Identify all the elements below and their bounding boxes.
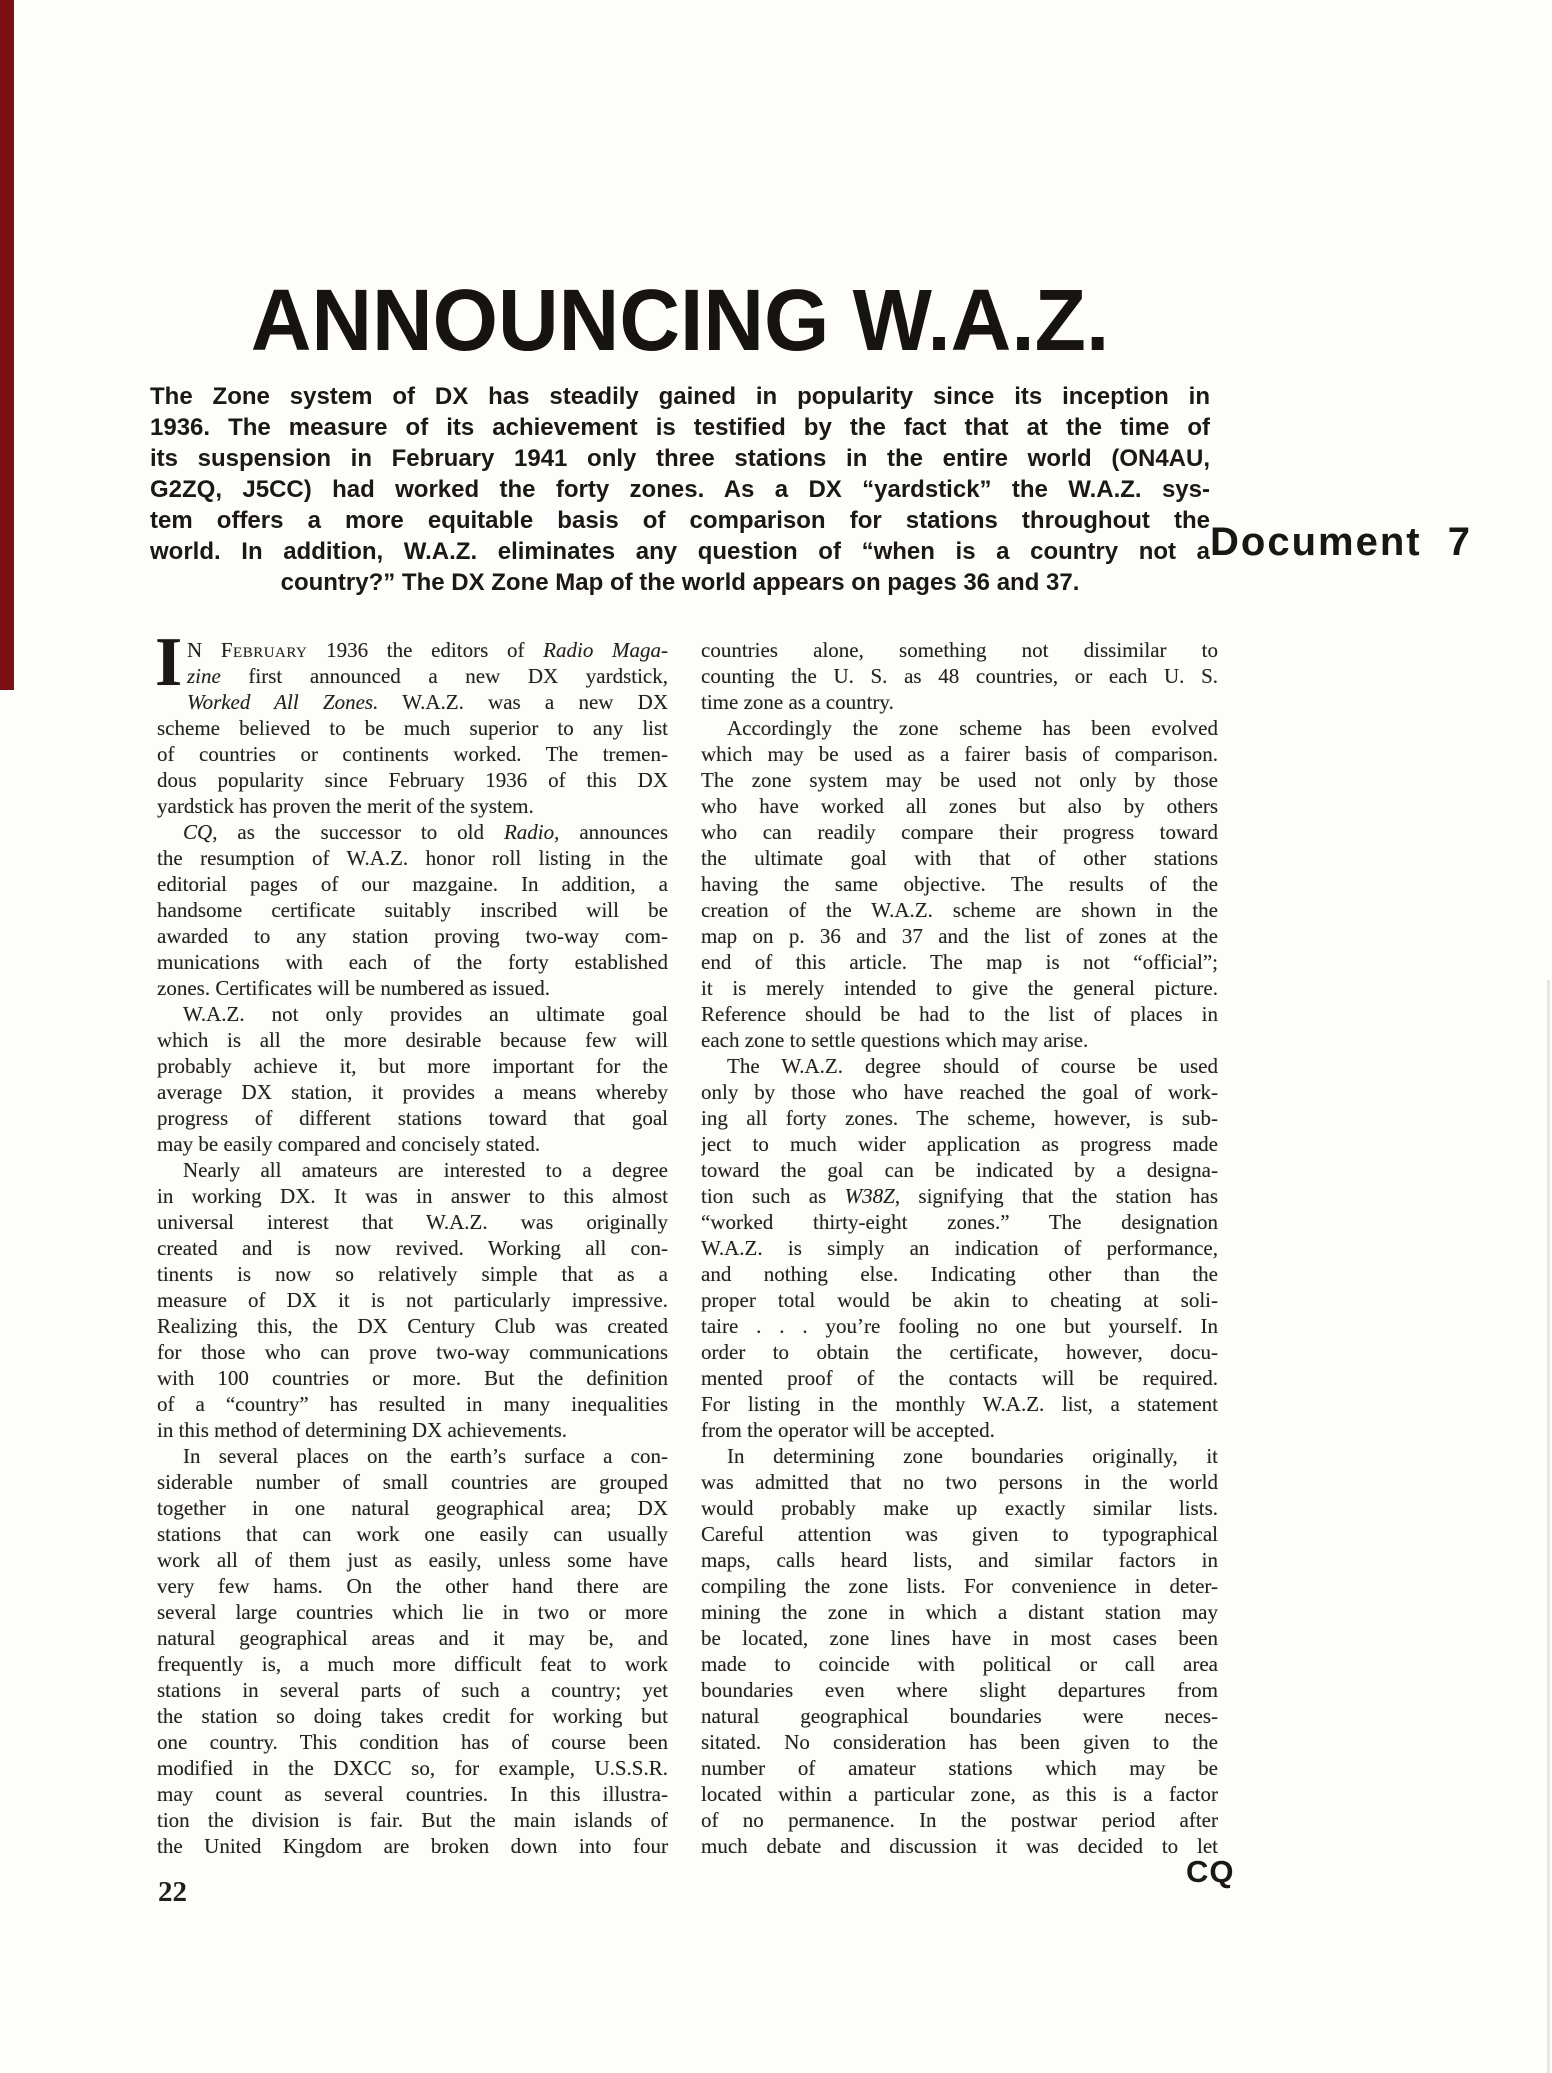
text-line: from the operator will be accepted.: [701, 1418, 995, 1442]
text-line: stations that can work one easily can usually: [157, 1522, 668, 1546]
text-line: tinents is now so relatively simple that as a: [157, 1262, 668, 1286]
text-line: frequently is, a much more difficult feat to work: [157, 1652, 668, 1676]
text-line: with 100 countries or more. But the definition: [157, 1366, 668, 1390]
text-line: would probably make up exactly similar lists.: [701, 1496, 1218, 1520]
text-line: Accordingly the zone scheme has been evolved: [727, 716, 1218, 740]
intro-line: world. In addition, W.A.Z. eliminates any question of “when is a country not a: [150, 538, 1210, 565]
text-line: located within a particular zone, as this is a factor: [701, 1782, 1218, 1806]
page-edge-shadow: [1547, 980, 1550, 2073]
text-line: W.A.Z. is simply an indication of performance,: [701, 1236, 1218, 1260]
article-title: ANNOUNCING W.A.Z.: [250, 271, 1110, 369]
text-line: N February 1936 the editors of Radio Maga-: [187, 638, 668, 662]
text-line: The zone system may be used not only by those: [701, 768, 1218, 792]
text-line: maps, calls heard lists, and similar factors in: [701, 1548, 1218, 1572]
text-line: one country. This condition has of course been: [157, 1730, 668, 1754]
text-line: several large countries which lie in two or more: [157, 1600, 668, 1624]
intro-line: G2ZQ, J5CC) had worked the forty zones. As a DX “yardstick” the W.A.Z. sys-: [150, 476, 1210, 503]
body-column-right: [701, 637, 1218, 1859]
text-line: it is merely intended to give the general picture.: [701, 976, 1218, 1000]
text-line: in working DX. It was in answer to this almost: [157, 1184, 668, 1208]
text-line: scheme believed to be much superior to any list: [157, 716, 668, 740]
binding-stripe: [0, 0, 14, 690]
intro-line: The Zone system of DX has steadily gained in popularity since its inception in: [150, 383, 1210, 410]
text-line: in this method of determining DX achievements.: [157, 1418, 567, 1442]
intro-line: country?” The DX Zone Map of the world appears on pages 36 and 37.: [280, 569, 1080, 596]
text-line: countries alone, something not dissimilar to: [701, 638, 1218, 662]
text-line: For listing in the monthly W.A.Z. list, a statement: [701, 1392, 1218, 1416]
text-line: tion such as W38Z, signifying that the station has: [701, 1184, 1218, 1208]
text-line: CQ, as the successor to old Radio, announces: [183, 820, 668, 844]
text-line: time zone as a country.: [701, 690, 894, 714]
text-line: proper total would be akin to cheating at soli-: [701, 1288, 1218, 1312]
text-line: W.A.Z. not only provides an ultimate goal: [183, 1002, 668, 1026]
text-line: munications with each of the forty established: [157, 950, 668, 974]
intro-line: tem offers a more equitable basis of comparison for stations throughout the: [150, 507, 1210, 534]
text-line: the ultimate goal with that of other stations: [701, 846, 1218, 870]
text-line: probably achieve it, but more important for the: [157, 1054, 668, 1078]
text-line: creation of the W.A.Z. scheme are shown in the: [701, 898, 1218, 922]
text-line: The W.A.Z. degree should of course be used: [727, 1054, 1218, 1078]
magazine-logo: CQ: [1186, 1854, 1235, 1889]
text-line: zones. Certificates will be numbered as issued.: [157, 976, 551, 1000]
text-line: which is all the more desirable because few will: [157, 1028, 668, 1052]
text-line: number of amateur stations which may be: [701, 1756, 1218, 1780]
text-line: Reference should be had to the list of places in: [701, 1002, 1218, 1026]
text-line: boundaries even where slight departures from: [701, 1678, 1218, 1702]
text-line: made to coincide with political or call area: [701, 1652, 1218, 1676]
text-line: only by those who have reached the goal of work-: [701, 1080, 1218, 1104]
text-line: may be easily compared and concisely stated.: [157, 1132, 541, 1156]
drop-cap: I: [155, 624, 183, 701]
text-line: tion the division is fair. But the main islands of: [157, 1808, 668, 1832]
text-line: end of this article. The map is not “official”;: [701, 950, 1218, 974]
text-line: very few hams. On the other hand there are: [157, 1574, 668, 1598]
text-line: of no permanence. In the postwar period after: [701, 1808, 1218, 1832]
text-line: of a “country” has resulted in many inequalities: [157, 1392, 668, 1416]
text-line: zine first announced a new DX yardstick,: [187, 664, 668, 688]
text-line: siderable number of small countries are grouped: [157, 1470, 668, 1494]
intro-line: 1936. The measure of its achievement is testified by the fact that at the time of: [150, 414, 1210, 441]
text-line: for those who can prove two-way communications: [157, 1340, 668, 1364]
text-line: order to obtain the certificate, however, docu-: [701, 1340, 1218, 1364]
text-line: stations in several parts of such a country; yet: [157, 1678, 668, 1702]
text-line: modified in the DXCC so, for example, U.S.S.R.: [157, 1756, 668, 1780]
text-line: In several places on the earth’s surface a con-: [183, 1444, 668, 1468]
text-line: the station so doing takes credit for working but: [157, 1704, 668, 1728]
text-line: created and is now revived. Working all con-: [157, 1236, 668, 1260]
document-note: Document 7: [1210, 520, 1473, 564]
text-line: having the same objective. The results of the: [701, 872, 1218, 896]
text-line: work all of them just as easily, unless some have: [157, 1548, 668, 1572]
text-line: “worked thirty-eight zones.” The designation: [701, 1210, 1218, 1234]
text-line: toward the goal can be indicated by a designa-: [701, 1158, 1218, 1182]
text-line: compiling the zone lists. For convenience in deter-: [701, 1574, 1218, 1598]
text-line: ject to much wider application as progress made: [701, 1132, 1218, 1156]
text-line: universal interest that W.A.Z. was originally: [157, 1210, 668, 1234]
text-line: ing all forty zones. The scheme, however, is sub-: [701, 1106, 1218, 1130]
text-line: which may be used as a fairer basis of comparison.: [701, 742, 1218, 766]
text-line: be located, zone lines have in most cases been: [701, 1626, 1218, 1650]
text-line: handsome certificate suitably inscribed will be: [157, 898, 668, 922]
text-line: In determining zone boundaries originally, it: [727, 1444, 1218, 1468]
text-line: mining the zone in which a distant station may: [701, 1600, 1218, 1624]
intro-line: its suspension in February 1941 only three stations in the entire world (ON4AU,: [150, 445, 1210, 472]
text-line: dous popularity since February 1936 of this DX: [157, 768, 668, 792]
text-line: Nearly all amateurs are interested to a degree: [183, 1158, 668, 1182]
text-line: each zone to settle questions which may arise.: [701, 1028, 1089, 1052]
text-line: natural geographical boundaries were neces-: [701, 1704, 1218, 1728]
text-line: measure of DX it is not particularly impressive.: [157, 1288, 668, 1312]
text-line: of countries or continents worked. The tremen-: [157, 742, 668, 766]
text-line: much debate and discussion it was decided to let: [701, 1834, 1218, 1858]
text-line: counting the U. S. as 48 countries, or each U. S.: [701, 664, 1218, 688]
text-line: average DX station, it provides a means whereby: [157, 1080, 668, 1104]
text-line: yardstick has proven the merit of the system.: [157, 794, 534, 818]
text-line: the United Kingdom are broken down into four: [157, 1834, 668, 1858]
text-line: natural geographical areas and it may be, and: [157, 1626, 668, 1650]
text-line: was admitted that no two persons in the world: [701, 1470, 1218, 1494]
text-line: may count as several countries. In this illustra-: [157, 1782, 668, 1806]
text-line: map on p. 36 and 37 and the list of zones at the: [701, 924, 1218, 948]
text-line: editorial pages of our mazgaine. In addition, a: [157, 872, 668, 896]
text-line: progress of different stations toward that goal: [157, 1106, 668, 1130]
text-line: sitated. No consideration has been given to the: [701, 1730, 1218, 1754]
text-line: who have worked all zones but also by others: [701, 794, 1218, 818]
text-line: Realizing this, the DX Century Club was created: [157, 1314, 668, 1338]
body-column-left: [155, 624, 668, 1859]
text-line: who can readily compare their progress toward: [701, 820, 1218, 844]
text-line: Careful attention was given to typographical: [701, 1522, 1218, 1546]
page-number: 22: [158, 1876, 187, 1908]
intro-paragraph: [150, 381, 1210, 598]
text-line: and nothing else. Indicating other than the: [701, 1262, 1218, 1286]
text-line: mented proof of the contacts will be required.: [701, 1366, 1218, 1390]
text-line: together in one natural geographical area; DX: [157, 1496, 668, 1520]
text-line: Worked All Zones. W.A.Z. was a new DX: [187, 690, 668, 714]
text-line: awarded to any station proving two-way com-: [157, 924, 668, 948]
text-line: the resumption of W.A.Z. honor roll listing in the: [157, 846, 668, 870]
text-line: taire . . . you’re fooling no one but yourself. In: [701, 1314, 1218, 1338]
